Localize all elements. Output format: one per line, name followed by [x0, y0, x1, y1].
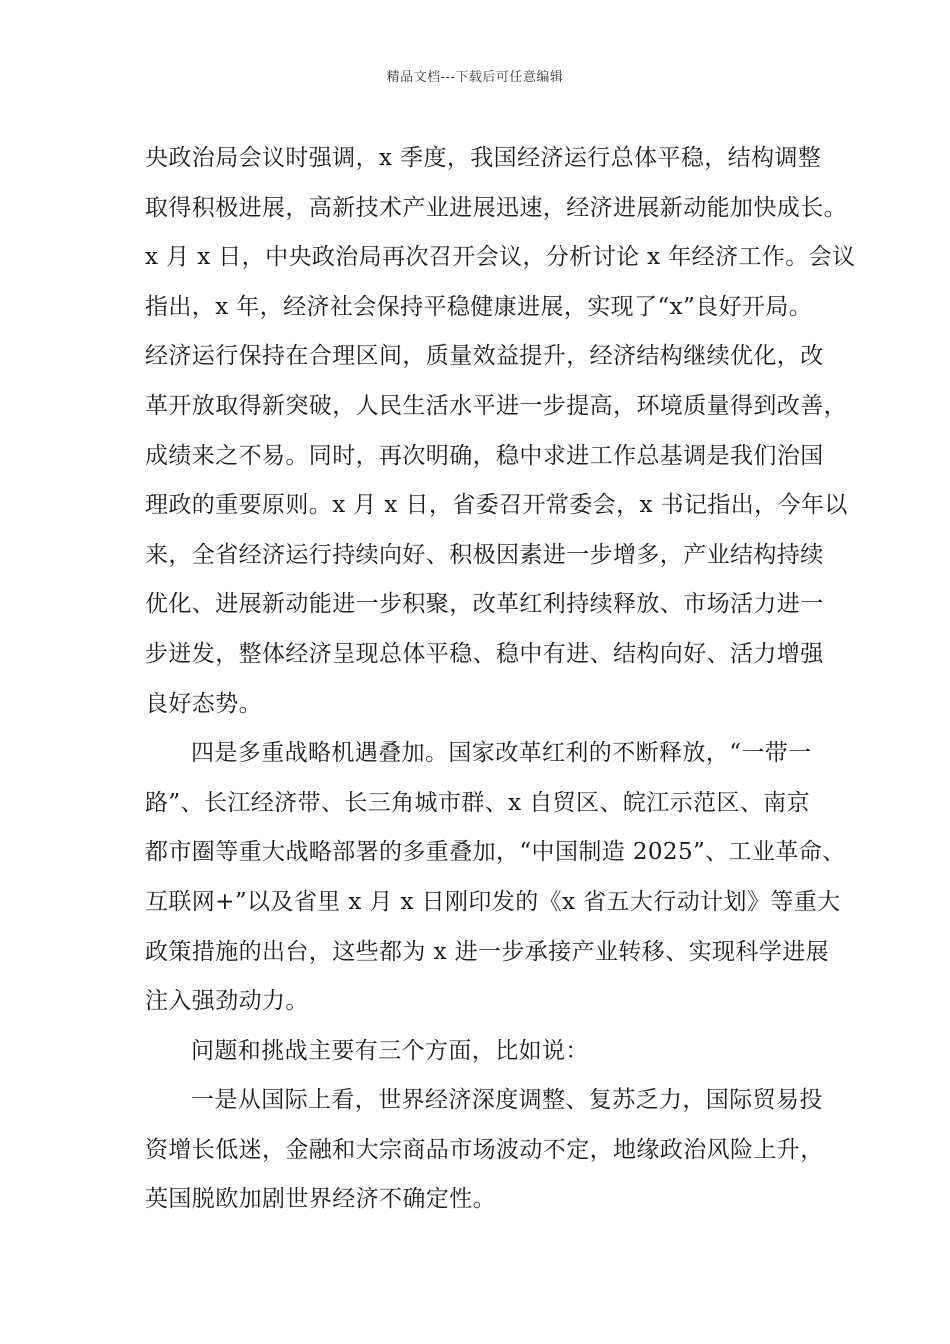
text-line: 四是多重战略机遇叠加。国家改革红利的不断释放，“一带一 — [191, 740, 812, 767]
text-line: 良好态势。 — [145, 690, 262, 717]
text-line: 成绩来之不易。同时，再次明确，稳中求进工作总基调是我们治国 — [145, 442, 824, 469]
text-line: 步迸发，整体经济呈现总体平稳、稳中有进、结构向好、活力增强 — [145, 640, 824, 667]
text-line: 优化、进展新动能进一步积聚，改革红利持续释放、市场活力进一 — [145, 591, 824, 618]
text-line: 政策措施的出台，这些都为 x 进一步承接产业转移、实现科学进展 — [145, 938, 829, 965]
text-line: 英国脱欧加剧世界经济不确定性。 — [145, 1186, 496, 1213]
body-text — [145, 134, 856, 1225]
text-line: 路”、长江经济带、长三角城市群、x 自贸区、皖江示范区、南京 — [145, 789, 811, 816]
text-line: 经济运行保持在合理区间，质量效益提升，经济结构继续优化，改 — [145, 343, 824, 370]
text-line: 都市圈等重大战略部署的多重叠加，“中国制造 2025”、工业革命、 — [145, 839, 846, 866]
text-line: 注入强劲动力。 — [145, 988, 309, 1015]
text-line: 取得积极进展，高新技术产业进展迅速，经济进展新动能加快成长。 — [145, 194, 847, 221]
text-line: 问题和挑战主要有三个方面，比如说： — [191, 1037, 589, 1064]
text-line: 指出，x 年，经济社会保持平稳健康进展，实现了“x”良好开局。 — [145, 293, 813, 320]
text-line: 革开放取得新突破，人民生活水平进一步提高，环境质量得到改善， — [145, 392, 847, 419]
text-line: 理政的重要原则。x 月 x 日，省委召开常委会，x 书记指出，今年以 — [145, 492, 848, 519]
text-line: 互联网+”以及省里 x 月 x 日刚印发的《x 省五大行动计划》等重大 — [145, 888, 841, 915]
page-header: 精品文档---下载后可任意编辑 — [386, 70, 564, 85]
text-line: 央政治局会议时强调，x 季度，我国经济运行总体平稳，结构调整 — [145, 145, 822, 171]
text-line: 来，全省经济运行持续向好、积极因素进一步增多，产业结构持续 — [145, 541, 824, 568]
text-line: x 月 x 日，中央政治局再次召开会议，分析讨论 x 年经济工作。会议 — [145, 244, 856, 271]
text-line: 一是从国际上看，世界经济深度调整、复苏乏力，国际贸易投 — [191, 1087, 823, 1114]
text-line: 资增长低迷，金融和大宗商品市场波动不定，地缘政治风险上升， — [145, 1136, 824, 1163]
